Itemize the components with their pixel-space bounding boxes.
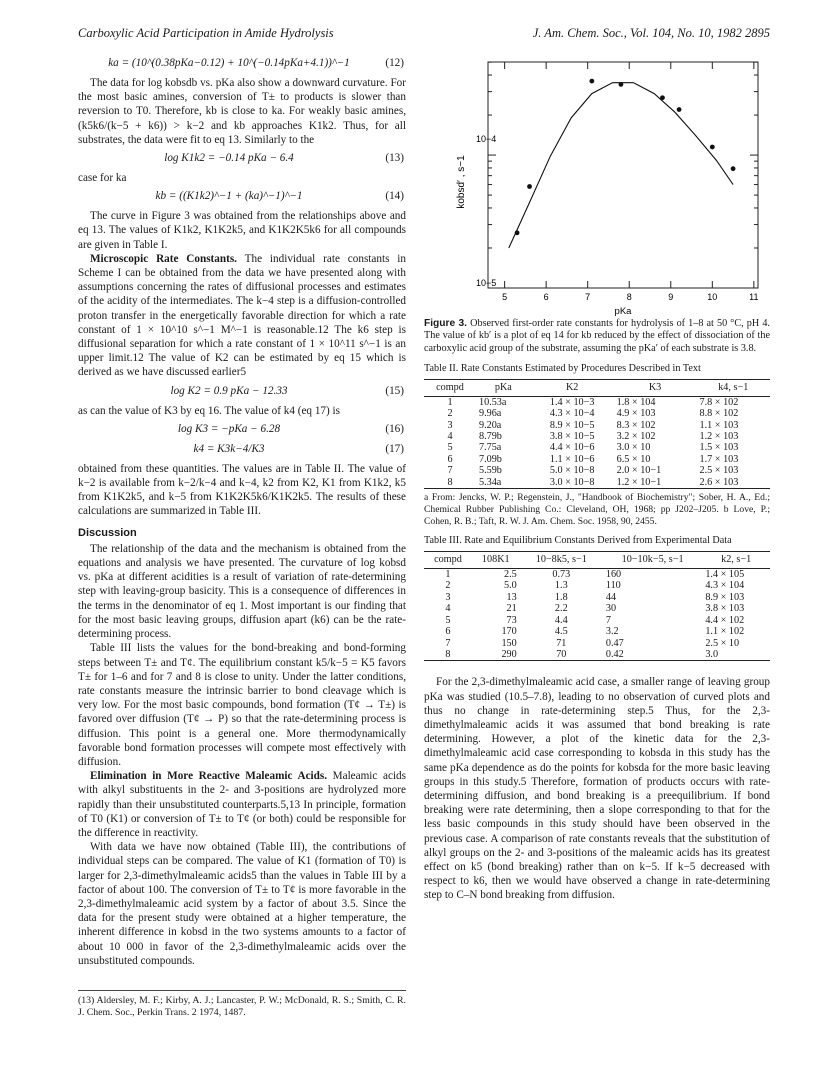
table-cell: 3.8 × 10−5 — [549, 431, 595, 443]
table-cell: 4.4 — [554, 614, 568, 626]
table-cell: 1 — [445, 569, 451, 581]
table-cell: 73 — [506, 614, 517, 626]
paragraph: Elimination in More Reactive Maleamic Acids. Maleamic acids with alkyl substituents in the 2- and 3-positions are hydrolyzed more rapidly than their unsubstituted counterparts.5,13 In principle, formation of T0 (K1) or conversion of T± to T¢ (or both) could be responsible for the difference in reactivity. — [78, 770, 406, 839]
table-cell: 2.5 × 103 — [699, 465, 739, 477]
table-cell: 290 — [472, 649, 520, 661]
table-cell: 4.9 × 103 — [616, 408, 656, 420]
table-cell: 8 — [424, 477, 476, 489]
paragraph: The curve in Figure 3 was obtained from the relationships above and eq 13. The values of K1k2, K1K2k5, and K1K2K5k6 for all compounds are given in Table I. — [78, 210, 406, 251]
equation-12: ka = (10^(0.38pKa−0.12) + 10^(−0.14pKa+4.1))^−1 (12) — [108, 57, 404, 69]
table-cell: 1.7 × 103 — [699, 453, 739, 465]
table-cell: 1.3 — [554, 580, 568, 592]
equation-17: k4 = K3k−4/K3 (17) — [193, 442, 404, 455]
table-cell: 1.4 × 105 — [705, 569, 745, 581]
data-points — [515, 79, 736, 236]
table-cell: 5.34a — [476, 477, 531, 489]
table-cell: 44 — [605, 591, 617, 603]
data-point — [660, 95, 665, 100]
section-heading: Discussion — [78, 526, 137, 539]
table-cell: 1.1 × 103 — [699, 419, 739, 431]
table-header-cell: compd — [424, 551, 472, 568]
x-tick-label: 7 — [585, 292, 591, 302]
paragraph: as can the value of K3 by eq 16. The value of k4 (eq 17) is — [78, 404, 340, 417]
table-cell: 5 — [447, 442, 453, 454]
table-cell: 13 — [506, 591, 517, 603]
table-cell: 7.09b — [478, 453, 502, 465]
table-cell: 5.0 × 10−8 — [549, 465, 595, 477]
paragraph: Microscopic Rate Constants. The individual rate constants in Scheme I can be obtained from the data we have presented along with assumptions concerning the rates of diffusional processes and estimates of the acidity of the intermediates. The k−4 step is a diffusion-controlled proton transfer in the energetically favorable direction for which a rate constant of 1 × 10^10 s^−1 M^−1 is reasonable.12 The k6 step is diffusional separation for which a rate constant of 1 × 10^11 s^−1 is an upper limit.12 The value of K2 can be estimated by eq 15 which is derived as we have discussed earlier5 — [78, 252, 406, 379]
table-cell: 7.75a — [478, 442, 502, 454]
table-cell: 4.5 — [554, 626, 568, 638]
table-cell: 2.6 × 103 — [697, 477, 771, 489]
table-cell: 8.8 × 102 — [699, 408, 739, 420]
table-cell: 7 — [445, 637, 451, 649]
data-point — [710, 145, 715, 150]
table-3-body — [424, 569, 770, 661]
paragraph: Table III lists the values for the bond-breaking and bond-forming steps between T± and T¢. The equilibrium constant k5/k−5 = K5 favors T± for 1–6 and for 7 and 8 is close to unity. Under the latter conditions, rate constants measure the intrinsic barrier to bond cleavage which is very low. For the most basic compounds, bond formation (T¢ → T±) is favored over diffusion (T¢ → P) so that the rate-determining process is diffusion. This point is a general one. More thermodynamically favorable bond formation processes will compete most effectively with diffusion. — [78, 642, 406, 768]
table-header-cell: K2 — [531, 379, 614, 396]
table-cell: 7 — [605, 614, 611, 626]
data-point — [677, 107, 682, 112]
table-cell: 3.0 × 10 — [616, 442, 651, 454]
table-header-cell: 10−10k−5, s−1 — [603, 551, 702, 568]
table-cell: 160 — [605, 569, 622, 581]
table-cell: 70 — [520, 649, 603, 661]
table-header-cell: 10−8k5, s−1 — [520, 551, 603, 568]
table-row — [424, 603, 770, 614]
x-tick-label: 6 — [543, 292, 549, 302]
table-row — [424, 477, 770, 489]
table-row — [424, 638, 770, 649]
table-header-cell: k4, s−1 — [697, 379, 771, 396]
table-row — [424, 442, 770, 453]
y-tick-label-upper: 10−4 — [476, 134, 497, 144]
table-row — [424, 615, 770, 626]
table-cell: 5 — [445, 614, 451, 626]
table-cell: 5.59b — [478, 465, 502, 477]
table-2-body — [424, 396, 770, 488]
x-tick-labels — [502, 292, 758, 302]
table-header-cell: k2, s−1 — [702, 551, 770, 568]
table-cell: 4.4 × 10−6 — [549, 442, 595, 454]
paragraph: With data we have now obtained (Table III), the contributions of individual steps can be compared. The value of K1 (formation of T0) is larger for 2,3-dimethylmaleamic acids5 than the values in Table III by a factor of about 100. The conversion of T± to T¢ is more favorable in the 2,3-dimethylmaleamic acid system by a factor of about 3.5. Since the data for the present study were obtained at a higher temperature, the inherent difference in kobsd in the two systems amounts to a factor of about 10 000 in favor of the 2,3-dimethylmaleamic acids over the unsubstituted compounds. — [78, 841, 406, 967]
table-cell: 5.0 — [503, 580, 517, 592]
x-tick-label: 10 — [707, 292, 718, 302]
y-axis-label: kobsd′ , s−1 — [456, 155, 467, 209]
fit-curve — [509, 83, 733, 248]
table-cell: 2.2 — [554, 603, 568, 615]
table-cell: 1.8 × 104 — [616, 396, 656, 408]
paragraph: The relationship of the data and the mechanism is obtained from the equations and analysis we have presented. The curvature of log kobsd vs. pKa at different acidities is a result of variation of rate-determining step with leaving-group basicity. This is a consequence of differences in the terms in the denominator of eq 1. Most important is our finding that for the most basic leaving groups, diffusion apart (k6) can be the rate-determining process. — [78, 542, 406, 641]
table-2-title: Table II. Rate Constants Estimated by Procedures Described in Text — [424, 363, 701, 375]
run-in-heading: Microscopic Rate Constants. — [90, 252, 237, 265]
table-row — [424, 396, 770, 408]
table-row — [424, 465, 770, 476]
table-cell: 4 — [445, 603, 451, 615]
table-cell: 1 — [447, 396, 453, 408]
table-cell: 6 — [445, 626, 451, 638]
table-header-cell: compd — [424, 379, 476, 396]
table-cell: 150 — [501, 637, 517, 649]
table-row — [424, 569, 770, 581]
y-tick-label-lower: 10−5 — [476, 278, 497, 288]
table-cell: 2.5 × 10 — [705, 637, 740, 649]
table-3-title: Table III. Rate and Equilibrium Constants Derived from Experimental Data — [424, 535, 732, 547]
data-point — [527, 184, 532, 189]
table-cell: 4.4 × 102 — [705, 614, 745, 626]
left-column — [78, 52, 406, 1019]
data-point — [589, 79, 594, 84]
table-cell: 3.0 × 10−8 — [531, 477, 614, 489]
table-header-cell: 108K1 — [472, 551, 520, 568]
paragraph: obtained from these quantities. The values are in Table II. The value of k−2 is available from k−2/k−4 and k−4, k2 from K2, K1 from K1k2, k5 from K1K2k5, and k−5 from K1K2K5k6/K1K2k5. The results of these calculations are summarized in Table III. — [78, 462, 406, 518]
figure-3-plot — [424, 50, 770, 318]
paragraph: The data for log kobsdb vs. pKa also show a downward curvature. For the most basic amines, conversion of T± to products is slower than reversion to T0. Therefore, kb is close to ka. For weakly basic amines, (k5k6/(k−5 + k6)) > k−2 and kb approaches K1k2. Thus, for all substrates, the data were fit to eq 13. Similarly to the — [78, 77, 406, 146]
table-cell: 110 — [605, 580, 621, 592]
equation-15: log K2 = 0.9 pKa − 12.33 (15) — [170, 384, 404, 397]
table-header-cell: pKa — [476, 379, 531, 396]
x-tick-label: 11 — [749, 292, 759, 302]
table-cell: 0.47 — [605, 637, 624, 649]
x-tick-label: 9 — [668, 292, 674, 302]
equation-14: kb = ((K1k2)^−1 + (ka)^−1)^−1 (14) — [155, 190, 404, 203]
table-cell: 1.2 × 103 — [699, 431, 739, 443]
table-cell: 3.2 — [605, 626, 619, 638]
table-cell: 8.9 × 10−5 — [549, 419, 595, 431]
table-row — [424, 592, 770, 603]
table-row — [424, 420, 770, 431]
table-3 — [424, 551, 770, 661]
data-point — [515, 230, 520, 235]
table-cell: 2 — [447, 408, 453, 420]
table-cell: 2 — [445, 580, 451, 592]
table-cell: 3 — [445, 591, 451, 603]
running-header-title: Carboxylic Acid Participation in Amide Hydrolysis — [78, 26, 334, 40]
table-cell: 1.1 × 10−6 — [549, 453, 595, 465]
table-cell: 8.3 × 102 — [616, 419, 656, 431]
table-cell: 10.53a — [478, 396, 507, 408]
table-cell: 30 — [605, 603, 617, 615]
table-cell: 3 — [447, 419, 453, 431]
table-cell: 4.3 × 10−4 — [549, 408, 595, 420]
table-cell: 2.5 — [503, 569, 517, 581]
table-cell: 7 — [447, 465, 453, 477]
table-cell: 7.8 × 102 — [699, 396, 739, 408]
table-cell: 21 — [506, 603, 517, 615]
axis-ticks — [488, 62, 758, 288]
x-tick-label: 5 — [502, 292, 508, 302]
table-cell: 3.0 — [702, 649, 770, 661]
figure-caption: Figure 3. Observed first-order rate constants for hydrolysis of 1–8 at 50 °C, pH 4. The value of kb′ is a plot of eq 14 for kb reduced by the effect of dissociation of the carboxylic acid group of the substrate, assuming the pKa′ of each substrate is 3.8. — [424, 318, 770, 354]
table-cell: 1.8 — [554, 591, 568, 603]
table-2 — [424, 379, 770, 489]
table-cell: 2.0 × 10−1 — [616, 465, 662, 477]
table-cell: 6.5 × 10 — [616, 453, 651, 465]
table-cell: 0.42 — [603, 649, 702, 661]
table-cell: 3.2 × 102 — [616, 431, 656, 443]
data-point — [731, 166, 736, 171]
table-cell: 8.9 × 103 — [705, 591, 745, 603]
table-cell: 0.73 — [552, 569, 571, 581]
table-cell: 3.8 × 103 — [705, 603, 745, 615]
table-row — [424, 626, 770, 637]
table-cell: 1.2 × 10−1 — [614, 477, 697, 489]
x-tick-label: 8 — [626, 292, 632, 302]
table-cell: 8.79b — [478, 431, 502, 443]
table-cell: 4.3 × 104 — [705, 580, 745, 592]
table-2-footnote: a From: Jencks, W. P.; Regenstein, J., "Handbook of Biochemistry"; Sober, H. A., Ed.; Chemical Rubber Publishing Co.: Cleveland, OH, 1968; pp J202–J205. b Love, P.; Cohen, R. B.; Taft, R. W. J. Am. Chem. Soc. 1958, 90, 2455. — [424, 492, 770, 527]
table-row — [424, 649, 770, 661]
table-cell: 1.1 × 102 — [705, 626, 745, 638]
paragraph: case for ka — [78, 172, 127, 185]
paragraph: For the 2,3-dimethylmaleamic acid case, a smaller range of leaving group pKa was studied (10.5–7.8), leading to no observation of curved plots and thus no change in rate-determining step.5 Thus, for the 2,3-dimethylmaleamic acids it was assumed that bond breaking is rate determining. However, a plot of the kinetic data for the 2,3-dimethylmaleamic acid case corresponding to kobsda in this study has the same pKa dependence as do the points for kobsda for the more basic leaving groups in this study.5 Therefore, formation of products occurs with rate-determining diffusion, and bond breaking is a preequilibrium. If bond breaking were rate determining, then a slope corresponding to that for the less basic compounds in this study should have been observed in the previous case. A comparison of rate constants reveals that the substitution of alkyl groups on the 2- and 3-positions of the maleamic acids has its greatest effect on k5 (bond breaking) rather than on k−5. If k−5 decreased with respect to k6, then we would have observed a change in rate-determining step to C–N bond breaking from diffusion. — [424, 676, 770, 902]
footnote: (13) Aldersley, M. F.; Kirby, A. J.; Lancaster, P. W.; McDonald, R. S.; Smith, C. R. J. Chem. Soc., Perkin Trans. 2 1974, 1487. — [78, 990, 406, 1019]
table-row — [424, 408, 770, 419]
table-cell: 1.5 × 103 — [699, 442, 739, 454]
data-point — [619, 82, 624, 87]
table-cell: 6 — [447, 453, 453, 465]
run-in-heading: Elimination in More Reactive Maleamic Acids. — [90, 770, 328, 783]
right-column — [424, 50, 770, 903]
table-cell: 71 — [556, 637, 567, 649]
equation-13: log K1k2 = −0.14 pKa − 6.4 (13) — [164, 152, 404, 165]
equation-16: log K3 = −pKa − 6.28 (16) — [177, 422, 404, 435]
table-cell: 9.96a — [478, 408, 502, 420]
table-cell: 4 — [447, 431, 453, 443]
table-row — [424, 580, 770, 591]
table-cell: 170 — [501, 626, 517, 638]
table-header-cell: K3 — [614, 379, 697, 396]
running-header-journal: J. Am. Chem. Soc., Vol. 104, No. 10, 1982 2895 — [532, 26, 770, 40]
plot-frame — [488, 62, 758, 288]
table-cell: 8 — [424, 649, 472, 661]
table-cell: 9.20a — [478, 419, 502, 431]
table-cell: 1.4 × 10−3 — [549, 396, 595, 408]
table-row — [424, 454, 770, 465]
x-axis-label: pKa — [614, 306, 632, 317]
table-row — [424, 431, 770, 442]
